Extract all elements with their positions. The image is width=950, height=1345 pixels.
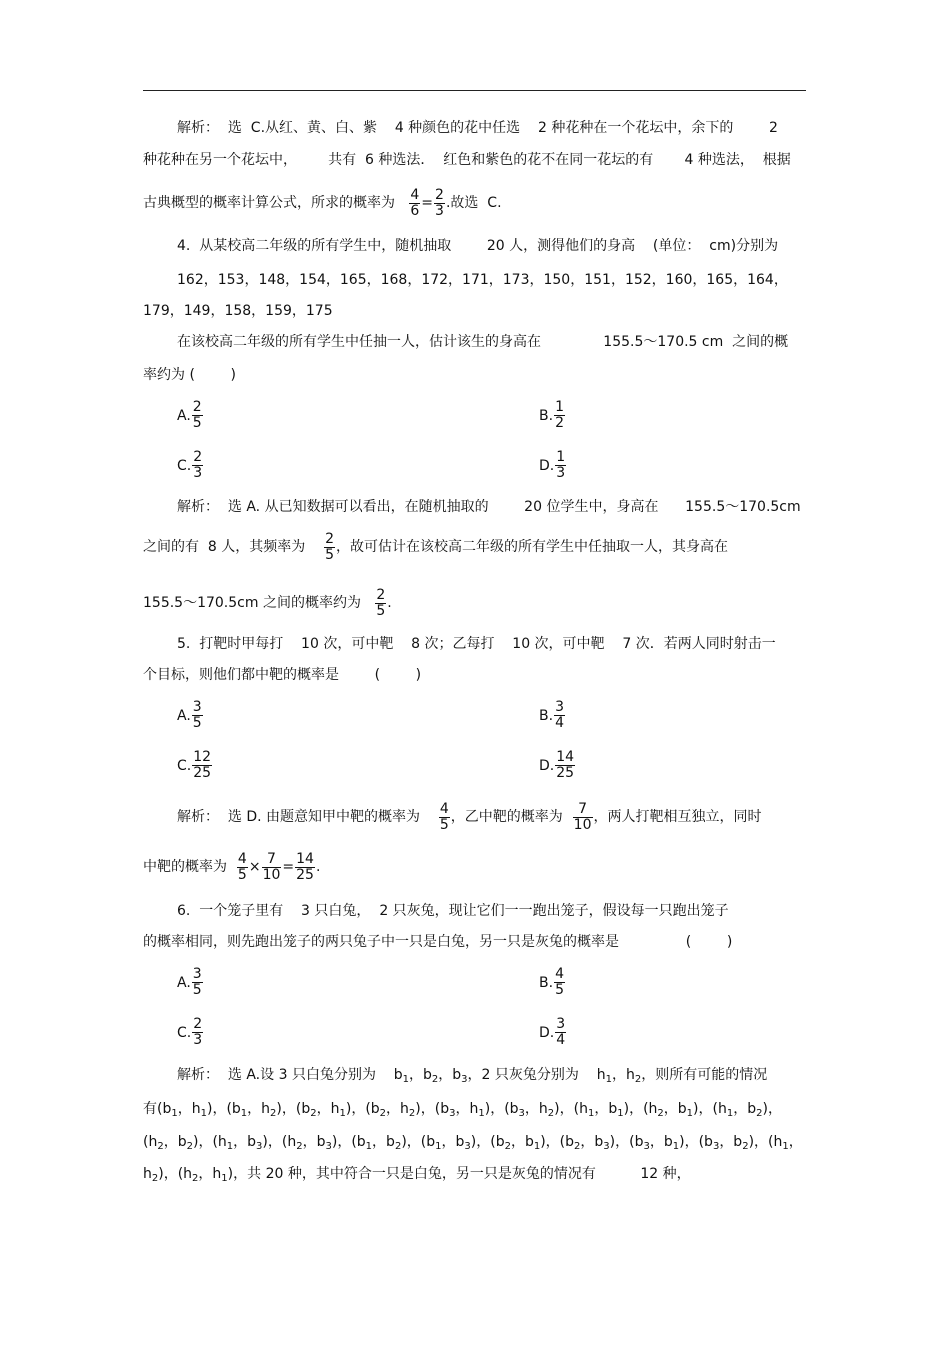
q6-option-d: D. $\frac{3}{4}$ — [539, 1016, 566, 1048]
q6-analysis-line-2: 有($b_1$，$h_1$)，($b_1$，$h_2$)，($b_2$，$h_1$)，($b_2$，$h_2$)，($b_3$，$h_1$)，($b_3$，$h_2$)，($h_1$，$b_1$)，($h_2$，$b_1$)，($h_1$，$b_2$)， — [143, 1101, 782, 1119]
q3-analysis-line-1: 解析： 选 C.从红、黄、白、紫 4 种颜色的花中任选 2 种花种在一个花坛中，余下的 2 — [177, 120, 778, 136]
q5-stem-line-1: 5. 打靶时甲每打 10 次，可中靶 8 次；乙每打 10 次，可中靶 7 次．若两人同时射击一 — [177, 636, 776, 652]
fraction: $\frac{2}{5}$ — [376, 586, 386, 619]
q4-analysis-line-3: 155.5～170.5cm 之间的概率约为 $\frac{2}{5}$ . — [143, 586, 392, 619]
fraction: $\frac{4}{5}$ — [237, 850, 247, 883]
q3-analysis-line-2: 种花种在另一个花坛中， 共有 6 种选法． 红色和紫色的花不在同一花坛的有 4 种选法， 根据 — [143, 152, 791, 168]
q4-option-a: A. $\frac{2}{5}$ — [177, 399, 202, 431]
q6-analysis-line-1: 解析： 选 A.设 3 只白兔分别为 $b_1$，$b_2$，$b_3$，2 只灰兔分别为 $h_1$，$h_2$，则所有可能的情况 — [177, 1067, 768, 1085]
q5-stem-line-2: 个目标，则他们都中靶的概率是 ( ) — [143, 667, 422, 683]
q6-analysis-line-3: ($h_2$，$b_2$)，($h_1$，$b_3$)，($h_2$，$b_3$)，($b_1$，$b_2$)，($b_1$，$b_3$)，($b_2$，$b_1$)，($b_2$，$b_3$)，($b_3$，$b_1$)，($b_3$，$b_2$)，($h_1$， — [143, 1134, 803, 1152]
q4-data-line-1: 162，153，148，154，165，168，172，171，173，150，151，152，160，165，164， — [177, 272, 788, 288]
fraction: $\frac{4}{6}$ — [410, 186, 420, 219]
fraction: $\frac{2}{3}$ — [435, 186, 444, 219]
q4-analysis-line-1: 解析： 选 A. 从已知数据可以看出，在随机抽取的 20 位学生中，身高在 155.5～170.5cm — [177, 499, 801, 515]
fraction: $\frac{4}{5}$ — [439, 800, 449, 833]
q6-analysis-line-4: $h_2$)，($h_2$，$h_1$)，共 20 种，其中符合一只是白兔，另一只是灰兔的情况有 12 种， — [143, 1166, 691, 1184]
q5-analysis-line-1: 解析： 选 D. 由题意知甲中靶的概率为 $\frac{4}{5}$ ，乙中靶的概率为 $\frac{7}{10}$ ，两人打靶相互独立，同时 — [177, 800, 762, 833]
q4-stem-line-3: 率约为 ( ) — [143, 367, 236, 383]
q5-analysis-line-2: 中靶的概率为 $\frac{4}{5}$ × $\frac{7}{10}$ = $\frac{14}{25}$ . — [143, 850, 321, 883]
q5-option-b: B. $\frac{3}{4}$ — [539, 699, 564, 731]
q5-option-c: C. $\frac{12}{25}$ — [177, 749, 212, 781]
fraction: $\frac{2}{5}$ — [325, 530, 334, 563]
q4-stem-line-1: 4. 从某校高二年级的所有学生中，随机抽取 20 人，测得他们的身高 (单位： cm)分别为 — [177, 238, 779, 254]
q6-option-a: A. $\frac{3}{5}$ — [177, 966, 202, 998]
q4-stem-line-2: 在该校高二年级的所有学生中任抽一人，估计该生的身高在 155.5～170.5 cm 之间的概 — [177, 334, 789, 350]
q5-option-a: A. $\frac{3}{5}$ — [177, 699, 202, 731]
q6-stem-line-2: 的概率相同，则先跑出笼子的两只兔子中一只是白兔，另一只是灰兔的概率是 ( ) — [143, 934, 733, 950]
q4-option-c: C. $\frac{2}{3}$ — [177, 449, 203, 481]
fraction: $\frac{7}{10}$ — [262, 850, 281, 883]
q4-option-d: D. $\frac{1}{3}$ — [539, 449, 566, 481]
q5-option-d: D. $\frac{14}{25}$ — [539, 749, 575, 781]
q4-option-b: B. $\frac{1}{2}$ — [539, 399, 564, 431]
q6-option-c: C. $\frac{2}{3}$ — [177, 1016, 203, 1048]
fraction: $\frac{7}{10}$ — [573, 800, 592, 833]
q4-data-line-2: 179，149，158，159，175 — [143, 303, 333, 319]
fraction: $\frac{14}{25}$ — [296, 850, 314, 883]
header-rule — [143, 90, 806, 91]
q4-analysis-line-2: 之间的有 8 人，其频率为 $\frac{2}{5}$ ，故可估计在该校高二年级的所有学生中任抽取一人，其身高在 — [143, 530, 728, 563]
q6-stem-line-1: 6. 一个笼子里有 3 只白兔， 2 只灰兔，现让它们一一跑出笼子，假设每一只跑出笼子 — [177, 903, 729, 919]
q6-option-b: B. $\frac{4}{5}$ — [539, 966, 564, 998]
q3-analysis-line-3: 古典概型的概率计算公式，所求的概率为 $\frac{4}{6}$ = $\frac{2}{3}$ .故选 C. — [143, 186, 502, 219]
